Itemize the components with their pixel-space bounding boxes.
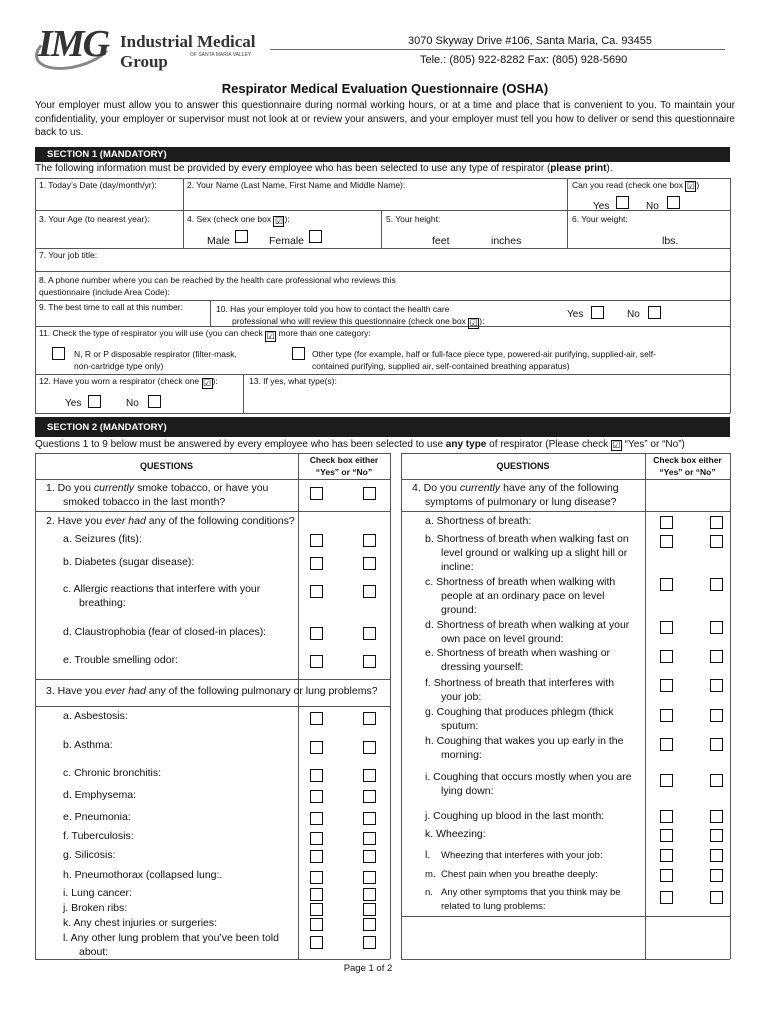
q4g-no-checkbox[interactable] bbox=[710, 709, 723, 722]
q3l-yes-checkbox[interactable] bbox=[310, 936, 323, 949]
worn-yes-label: Yes bbox=[65, 398, 82, 409]
header-divider bbox=[270, 49, 725, 50]
q4i-yes-checkbox[interactable] bbox=[660, 774, 673, 787]
q3g-text: g. Silicosis: bbox=[63, 849, 116, 861]
q4a-yes-checkbox[interactable] bbox=[660, 516, 673, 529]
q3f-no-checkbox[interactable] bbox=[363, 832, 376, 845]
field-sex-label: 4. Sex (check one box ☑): bbox=[187, 214, 290, 226]
q2b-no-checkbox[interactable] bbox=[363, 557, 376, 570]
logo-initials: IMG bbox=[38, 23, 109, 65]
respirator-other-label-2: contained purifying, supplied air, self-contained breathing apparatus) bbox=[312, 361, 570, 371]
q4m-no-checkbox[interactable] bbox=[710, 869, 723, 882]
q3f-text: f. Tuberculosis: bbox=[63, 830, 134, 842]
q3e-text: e. Pneumonia: bbox=[63, 811, 131, 823]
q3l-text-2: about: bbox=[79, 946, 109, 958]
q3b-yes-checkbox[interactable] bbox=[310, 741, 323, 754]
field-best-time-label: 9. The best time to call at this number: bbox=[39, 302, 183, 312]
q3i-text: i. Lung cancer: bbox=[63, 887, 132, 899]
q4l-yes-checkbox[interactable] bbox=[660, 849, 673, 862]
intro-paragraph: Your employer must allow you to answer this questionnaire during normal working hours, or at a time and place that is convenient to you. To maintain your confidentiality, your employer or supervisor must not look at or review your answers, and your employer must tell you how to deliver or send this questionnaire back to us. bbox=[35, 100, 735, 138]
right-checkbox-header: Check box either “Yes” or “No” bbox=[653, 455, 722, 477]
field-contact-label-1: 10. Has your employer told you how to contact the health care bbox=[216, 304, 450, 314]
right-questions-header: QUESTIONS bbox=[496, 461, 550, 471]
q4l-text: Wheezing that interferes with your job: bbox=[441, 850, 603, 861]
q4-text-2: symptoms of pulmonary or lung disease? bbox=[425, 496, 617, 508]
q4j-no-checkbox[interactable] bbox=[710, 810, 723, 823]
q4l-letter: l. bbox=[425, 849, 431, 861]
q4h-no-checkbox[interactable] bbox=[710, 738, 723, 751]
q4b-no-checkbox[interactable] bbox=[710, 535, 723, 548]
q1-yes-checkbox[interactable] bbox=[310, 487, 323, 500]
q2e-text: e. Trouble smelling odor: bbox=[63, 654, 178, 666]
height-feet-label: feet bbox=[432, 235, 450, 247]
q4n-letter: n. bbox=[425, 887, 433, 898]
q4n-no-checkbox[interactable] bbox=[710, 891, 723, 904]
q4d-text-1: d. Shortness of breath when walking at your bbox=[425, 619, 630, 631]
q4e-yes-checkbox[interactable] bbox=[660, 650, 673, 663]
q4f-text-1: f. Shortness of breath that interferes with bbox=[425, 677, 615, 689]
q3b-no-checkbox[interactable] bbox=[363, 741, 376, 754]
contact-yes-label: Yes bbox=[567, 309, 584, 320]
q4c-no-checkbox[interactable] bbox=[710, 578, 723, 591]
q4l-no-checkbox[interactable] bbox=[710, 849, 723, 862]
q4c-text-1: c. Shortness of breath when walking with bbox=[425, 576, 616, 588]
q3e-yes-checkbox[interactable] bbox=[310, 812, 323, 825]
q4c-text-3: ground: bbox=[441, 604, 477, 616]
q3a-yes-checkbox[interactable] bbox=[310, 712, 323, 725]
field-name-label: 2. Your Name (Last Name, First Name and Middle Name): bbox=[187, 180, 406, 190]
sex-male-label: Male bbox=[207, 235, 230, 247]
logo-subtitle: OF SANTA MARIA VALLEY bbox=[190, 52, 252, 58]
q4n-text-1: Any other symptoms that you think may be bbox=[441, 887, 621, 898]
q2b-yes-checkbox[interactable] bbox=[310, 557, 323, 570]
read-yes-label: Yes bbox=[593, 201, 610, 212]
q2c-text-2: breathing: bbox=[79, 597, 126, 609]
q3c-yes-checkbox[interactable] bbox=[310, 769, 323, 782]
q4k-no-checkbox[interactable] bbox=[710, 829, 723, 842]
q3l-no-checkbox[interactable] bbox=[363, 936, 376, 949]
q2a-text: a. Seizures (fits): bbox=[63, 533, 142, 545]
q4c-text-2: people at an ordinary pace on level bbox=[441, 590, 605, 602]
left-checkbox-header: Check box either “Yes” or “No” bbox=[309, 455, 379, 477]
contact-yes-checkbox[interactable] bbox=[591, 306, 604, 319]
worn-yes-checkbox[interactable] bbox=[88, 395, 101, 408]
field-height-label: 5. Your height: bbox=[386, 214, 441, 224]
q2a-no-checkbox[interactable] bbox=[363, 534, 376, 547]
q4i-no-checkbox[interactable] bbox=[710, 774, 723, 787]
q4b-text-1: b. Shortness of breath when walking fast on bbox=[425, 533, 629, 545]
q3d-no-checkbox[interactable] bbox=[363, 790, 376, 803]
q3l-text-1: l. Any other lung problem that you’ve been told bbox=[63, 932, 279, 944]
q4d-no-checkbox[interactable] bbox=[710, 621, 723, 634]
q4a-no-checkbox[interactable] bbox=[710, 516, 723, 529]
field-respirator-types-label: 13. If yes, what type(s): bbox=[249, 376, 337, 386]
sex-male-checkbox[interactable] bbox=[235, 230, 248, 243]
q3i-yes-checkbox[interactable] bbox=[310, 888, 323, 901]
section1-header: SECTION 1 (MANDATORY) bbox=[35, 147, 730, 162]
q3b-text: b. Asthma: bbox=[63, 739, 113, 751]
q3e-no-checkbox[interactable] bbox=[363, 812, 376, 825]
q4g-text-1: g. Coughing that produces phlegm (thick bbox=[425, 706, 614, 718]
q4m-letter: m. bbox=[425, 869, 436, 880]
q3j-no-checkbox[interactable] bbox=[363, 903, 376, 916]
q2d-no-checkbox[interactable] bbox=[363, 627, 376, 640]
q4f-yes-checkbox[interactable] bbox=[660, 679, 673, 692]
field-job-title-label: 7. Your job title: bbox=[39, 250, 98, 260]
q3h-yes-checkbox[interactable] bbox=[310, 871, 323, 884]
q3c-no-checkbox[interactable] bbox=[363, 769, 376, 782]
field-phone-label-1: 8. A phone number where you can be reached by the health care professional who reviews this bbox=[39, 275, 396, 285]
q2c-text-1: c. Allergic reactions that interfere with your bbox=[63, 583, 261, 595]
sex-female-checkbox[interactable] bbox=[309, 230, 322, 243]
company-phone: Tele.: (805) 922-8282 Fax: (805) 928-5690 bbox=[420, 54, 628, 66]
q3c-text: c. Chronic bronchitis: bbox=[63, 767, 162, 779]
q4h-text-1: h. Coughing that wakes you up early in the bbox=[425, 735, 624, 747]
q4-text-1: 4. Do you currently have any of the following bbox=[412, 482, 619, 494]
respirator-other-checkbox[interactable] bbox=[292, 347, 305, 360]
q4h-text-2: morning: bbox=[441, 749, 482, 761]
q4g-yes-checkbox[interactable] bbox=[660, 709, 673, 722]
respirator-disposable-label-1: N, R or P disposable respirator (filter-mask, bbox=[74, 349, 237, 359]
q3-text: 3. Have you ever had any of the following pulmonary or lung problems? bbox=[46, 685, 378, 697]
q3k-no-checkbox[interactable] bbox=[363, 918, 376, 931]
q4g-text-2: sputum: bbox=[441, 720, 479, 732]
q4j-text: j. Coughing up blood in the last month: bbox=[425, 810, 605, 822]
q4b-yes-checkbox[interactable] bbox=[660, 535, 673, 548]
q3a-no-checkbox[interactable] bbox=[363, 712, 376, 725]
q2d-text: d. Claustrophobia (fear of closed-in places): bbox=[63, 626, 267, 638]
q2c-yes-checkbox[interactable] bbox=[310, 585, 323, 598]
field-read-label: Can you read (check one box ☑) bbox=[572, 180, 700, 191]
q3k-text: k. Any chest injuries or surgeries: bbox=[63, 917, 218, 929]
q4b-text-2: level ground or walking up a slight hill or bbox=[441, 547, 628, 559]
section2-header: SECTION 2 (MANDATORY) bbox=[35, 417, 730, 437]
q4i-text-2: lying down: bbox=[441, 785, 494, 797]
q3k-yes-checkbox[interactable] bbox=[310, 918, 323, 931]
q4i-text-1: i. Coughing that occurs mostly when you are bbox=[425, 771, 632, 783]
q2-text: 2. Have you ever had any of the following conditions? bbox=[46, 515, 295, 527]
q4c-yes-checkbox[interactable] bbox=[660, 578, 673, 591]
q3g-yes-checkbox[interactable] bbox=[310, 850, 323, 863]
field-weight-label: 6. Your weight: bbox=[572, 214, 628, 224]
q2d-yes-checkbox[interactable] bbox=[310, 627, 323, 640]
worn-no-checkbox[interactable] bbox=[148, 395, 161, 408]
q2e-no-checkbox[interactable] bbox=[363, 655, 376, 668]
field-worn-respirator-label: 12. Have you worn a respirator (check one ☑): bbox=[39, 376, 218, 388]
contact-no-label: No bbox=[627, 309, 640, 320]
company-address: 3070 Skyway Drive #106, Santa Maria, Ca. 93455 bbox=[408, 35, 652, 47]
field-contact-label-2: professional who will review this questionnaire (check one box ☑): bbox=[232, 316, 485, 328]
q1-text-1: 1. Do you currently smoke tobacco, or have you bbox=[46, 482, 269, 494]
respirator-disposable-label-2: non-cartridge type only) bbox=[74, 361, 164, 371]
q3a-text: a. Asbestosis: bbox=[63, 710, 128, 722]
read-yes-checkbox[interactable] bbox=[616, 196, 629, 209]
q3j-yes-checkbox[interactable] bbox=[310, 903, 323, 916]
q3h-no-checkbox[interactable] bbox=[363, 871, 376, 884]
q3h-text: h. Pneumothorax (collapsed lung:. bbox=[63, 869, 223, 881]
height-inches-label: inches bbox=[491, 235, 522, 247]
q4k-text: k. Wheezing: bbox=[425, 828, 486, 840]
q4j-yes-checkbox[interactable] bbox=[660, 810, 673, 823]
field-respirator-type-label: 11. Check the type of respirator you will use (you can check ☑ more than one category: bbox=[39, 328, 371, 341]
q2c-no-checkbox[interactable] bbox=[363, 585, 376, 598]
page-title: Respirator Medical Evaluation Questionnaire (OSHA) bbox=[221, 81, 549, 96]
q4e-text-1: e. Shortness of breath when washing or bbox=[425, 647, 611, 659]
field-phone-label-2: questionnaire (include Area Code): bbox=[39, 287, 170, 297]
q4h-yes-checkbox[interactable] bbox=[660, 738, 673, 751]
q3d-text: d. Emphysema: bbox=[63, 789, 136, 801]
q3d-yes-checkbox[interactable] bbox=[310, 790, 323, 803]
q4d-text-2: own pace on level ground: bbox=[441, 633, 564, 645]
q4f-no-checkbox[interactable] bbox=[710, 679, 723, 692]
q3g-no-checkbox[interactable] bbox=[363, 850, 376, 863]
q4a-text: a. Shortness of breath: bbox=[425, 515, 532, 527]
contact-no-checkbox[interactable] bbox=[648, 306, 661, 319]
q4k-yes-checkbox[interactable] bbox=[660, 829, 673, 842]
worn-no-label: No bbox=[126, 398, 139, 409]
q4m-yes-checkbox[interactable] bbox=[660, 869, 673, 882]
q4e-no-checkbox[interactable] bbox=[710, 650, 723, 663]
company-logo bbox=[38, 22, 298, 70]
read-no-label: No bbox=[646, 201, 659, 212]
field-date-label: 1. Today’s Date (day/month/yr): bbox=[39, 180, 157, 190]
q4f-text-2: your job: bbox=[441, 691, 482, 703]
weight-lbs-label: lbs. bbox=[662, 235, 679, 247]
q2b-text: b. Diabetes (sugar disease): bbox=[63, 556, 195, 568]
q3i-no-checkbox[interactable] bbox=[363, 888, 376, 901]
left-questions-header: QUESTIONS bbox=[139, 461, 193, 471]
q4n-yes-checkbox[interactable] bbox=[660, 891, 673, 904]
sex-female-label: Female bbox=[269, 235, 305, 247]
section2-note: Questions 1 to 9 below must be answered by every employee who has been selected to use any type of respirator (Please check ☑ “Yes” or “No”) bbox=[35, 439, 685, 450]
q2e-yes-checkbox[interactable] bbox=[310, 655, 323, 668]
q4n-text-2: related to lung problems: bbox=[441, 901, 546, 912]
page-number: Page 1 of 2 bbox=[343, 963, 393, 974]
q4b-text-3: incline: bbox=[441, 561, 474, 573]
q2a-yes-checkbox[interactable] bbox=[310, 534, 323, 547]
q3j-text: j. Broken ribs: bbox=[63, 902, 128, 914]
q4e-text-2: dressing yourself: bbox=[441, 661, 524, 673]
q3f-yes-checkbox[interactable] bbox=[310, 832, 323, 845]
q1-text-2: smoked tobacco in the last month? bbox=[63, 496, 226, 508]
q4d-yes-checkbox[interactable] bbox=[660, 621, 673, 634]
read-no-checkbox[interactable] bbox=[667, 196, 680, 209]
respirator-disposable-checkbox[interactable] bbox=[52, 347, 65, 360]
respirator-other-label-1: Other type (for example, half or full-face piece type, powered-air purifying, supplied-air, self- bbox=[312, 349, 656, 359]
field-age-label: 3. Your Age (to nearest year): bbox=[39, 214, 150, 224]
section1-note: The following information must be provided by every employee who has been selected to use any type of respirator (please print). bbox=[35, 163, 613, 174]
q4m-text: Chest pain when you breathe deeply: bbox=[441, 869, 598, 880]
company-name: Industrial Medical Group bbox=[120, 32, 256, 71]
q1-no-checkbox[interactable] bbox=[363, 487, 376, 500]
